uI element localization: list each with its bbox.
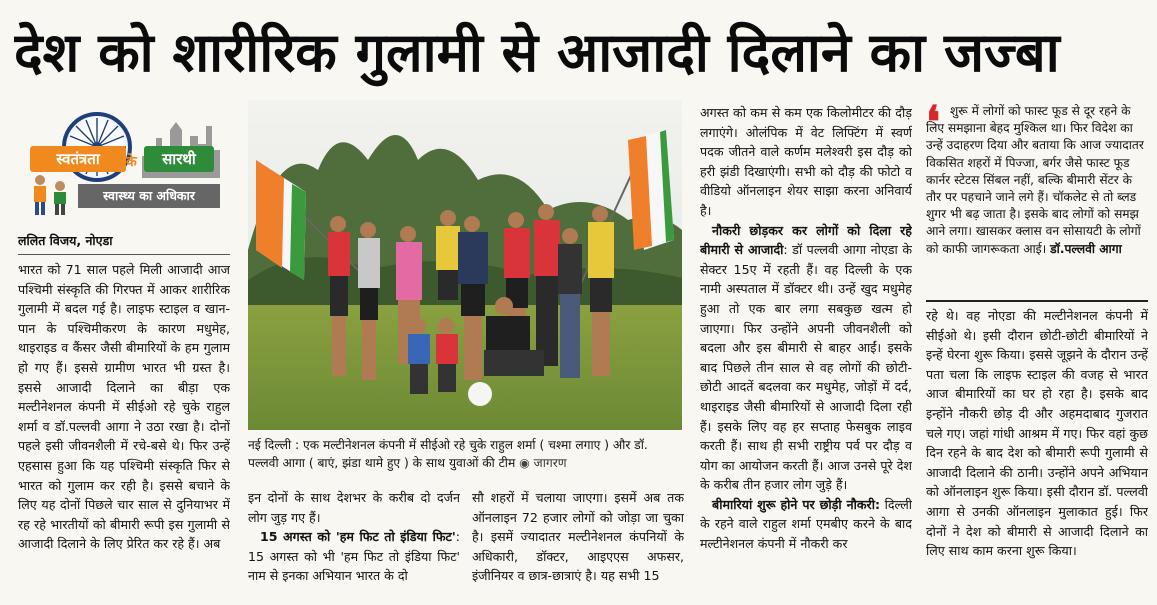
children-icon [28, 172, 74, 216]
logo-word-saarthi: सारथी [144, 146, 214, 172]
column-4-paragraph-1: अगस्त को कम से कम एक किलोमीटर की दौड़ लगाएंगे। ओलंपिक में वेट लिफ्टिंग में स्वर्ण पदक जीतने वाले कर्णम मलेश्वरी इस दौड़ को हरी झंडी दिखाएंगी। सभी को दौड़ की फोटो व वीडियो ऑनलाइन शेयर साझा करना अनिवार्य है। [700, 105, 912, 218]
column-2 [248, 488, 460, 598]
quote-mark-icon: ❛ [926, 97, 941, 148]
column-3 [472, 488, 684, 598]
camera-icon: ◉ [519, 456, 534, 470]
quote-divider [926, 300, 1148, 302]
byline: ललित विजय, नोएडा [18, 233, 113, 248]
column-2-subhead: 15 अगस्त को 'हम फिट तो इंडिया फिट' [260, 529, 456, 545]
column-5 [926, 306, 1148, 598]
photo-source: जागरण [533, 456, 567, 470]
column-4 [700, 103, 912, 597]
column-4-paragraph-3: दिल्ली के रहने वाले राहुल शर्मा एमबीए करने के बाद मल्टीनेशनल कंपनी में नौकरी कर [700, 496, 912, 552]
column-4-section-2 [700, 221, 912, 495]
column-2-paragraph-2: : 15 अगस्त को भी 'हम फिट तो इंडिया फिट' नाम से इनका अभियान भारत के दो [248, 529, 460, 584]
column-2-paragraph-1: इन दोनों के साथ देशभर के करीब दो दर्जन लोग जुड़ गए हैं। [248, 490, 460, 525]
group-photo [248, 100, 682, 430]
logo-tagline: स्वास्थ्य का अधिकार [78, 184, 220, 208]
column-1-paragraph: भारत को 71 साल पहले मिली आजादी आज पश्चिमी संस्कृति की गिरफ्त में आकर शारीरिक गुलामी में बदल गई है। लाइफ स्टाइल व खान-पान के पश्चिमीकरण के कारण मधुमेह, थाइराइड व कैंसर जैसी बीमारियों के हम गुलाम हो गए हैं। इससे ग्रामीण भारत भी ग्रस्त है। इससे आजादी दिलाने का बीड़ा एक मल्टीनेशनल कंपनी में सीईओ रहे चुके राहुल शर्मा व डॉ.पल्लवी आगा ने उठा रखा है। दोनों पहले इसी जीवनशैली में रचे-बसे थे। फिर उन्हें एहसास हुआ कि यह पश्चिमी संस्कृति फिर से भारत को गुलाम कर रही है। इससे बचाने के लिए यह दोनों पिछले चार साल से दुनियाभर में रह रहे भारतीयों को बीमारी रूपी इस गुलामी से आजादी दिलाने के लिए प्रेरित कर रहे हैं। अब [18, 262, 230, 552]
column-5-paragraph: रहे थे। वह नोएडा की मल्टीनेशनल कंपनी में सीईओ थे। इसी दौरान छोटी-छोटी बीमारियों ने इन्हें घेरना शुरू किया। इससे जूझने के दौरान उन्हें पता चला कि लाइफ स्टाइल की वजह से भारत आज बीमारियों का घर हो रहा है। इसके बाद इन्होंने नौकरी छोड़ दी और अहमदाबाद गुजरात चले गए। जहां गांधी आश्रम में गए। फिर वहां कुछ दिन रहने के बाद देश को बीमारी रूपी गुलामी से आजादी दिलाने की ठानी। उन्होंने अपने अभियान को ऑनलाइन शुरू किया। इसी दौरान डॉ. पल्लवी आगा से उनकी ऑनलाइन मुलाकात हुई। फिर दोनों ने देश को बीमारी से आजादी दिलाने का लिए साथ काम करना शुरू किया। [926, 308, 1148, 559]
article-headline: देश को शारीरिक गुलामी से आजादी दिलाने का जज्बा [14, 21, 1060, 84]
logo-word-ke: के [126, 154, 137, 170]
pull-quote-paragraph [926, 97, 1148, 258]
logo-word-swatantrata: स्वतंत्रता [30, 146, 126, 172]
photo-caption [248, 436, 682, 480]
byline-divider [18, 254, 230, 255]
column-4-subhead-1: नौकरी छोड़कर कर लोगों को दिला रहे बीमारी से आजादी [700, 222, 912, 258]
campaign-logo [22, 108, 222, 218]
column-4-section-3 [700, 495, 912, 554]
pull-quote-author: डॉ.पल्लवी आगा [1050, 241, 1122, 256]
column-1 [18, 260, 230, 596]
column-3-paragraph: सौ शहरों में चलाया जाएगा। इसमें अब तक ऑनलाइन 72 हजार लोगों को जोड़ा जा चुका है। इसमें ज्यादातर मल्टीनेशनल कंपनियों के अधिकारी, डॉक्टर, आइएएस अफसर, इंजीनियर व छात्र-छात्राएं है। यह सभी 15 [472, 490, 684, 584]
column-4-paragraph-2: : डॉ पल्लवी आगा नोएडा के सेक्टर 15ए में रहती हैं। वह दिल्ली के एक नामी अस्पताल में डॉक्टर थी। उन्हें खुद मधुमेह हुआ तो एक बार लगा सबकुछ खत्म हो जाएगा। फिर उन्होंने अपनी जीवनशैली को बदला और इस बीमारी से बाहर आईं। इसके बाद पिछले तीन साल से वह लोगों की छोटी-छोटी आदतें बदलवा कर मधुमेह, जोड़ों में दर्द, थाइराइड जैसी बीमारियों से आजादी दिला रही हैं। इसके लिए वह हर सप्ताह फेसबुक लाइव करती हैं। साथ ही सभी राष्ट्रीय पर्व पर दौड़ व योग का आयोजन करती हैं। आज उनसे पूरे देश के करीब तीन हजार लोग जुड़े हैं। [700, 242, 912, 493]
column-2-subhead-paragraph [248, 527, 460, 586]
pull-quote [926, 97, 1148, 295]
pull-quote-text: शुरू में लोगों को फास्ट फूड से दूर रहने के लिए समझाना बेहद मुश्किल था। फिर विदेश का उन्हें उदाहरण दिया और बताया कि आज ज्यादातर विकसित शहरों में पिज्जा, बर्गर जैसे फास्ट फूड कार्नर स्टेटस सिंबल नहीं, बल्कि बीमारी सेंटर के तौर पर पहचाने जाने लगे हैं। चॉकलेट से तो ब्लड शुगर भी बढ़ जाता है। इसके बाद लोगों को समझ आने लगा। खासकर क्लास वन सोसायटी के लोगों को काफी जागरूकता आई। [926, 104, 1144, 256]
caption-text: नई दिल्ली : एक मल्टीनेशनल कंपनी में सीईओ रहे चुके राहुल शर्मा ( चश्मा लगाए ) और डॉ. पल्लवी आगा ( बाएं, झंडा थामे हुए ) के साथ युवाओं की टीम [248, 438, 648, 470]
column-4-subhead-2: बीमारियां शुरू होने पर छोड़ी नौकरी: [712, 496, 880, 512]
